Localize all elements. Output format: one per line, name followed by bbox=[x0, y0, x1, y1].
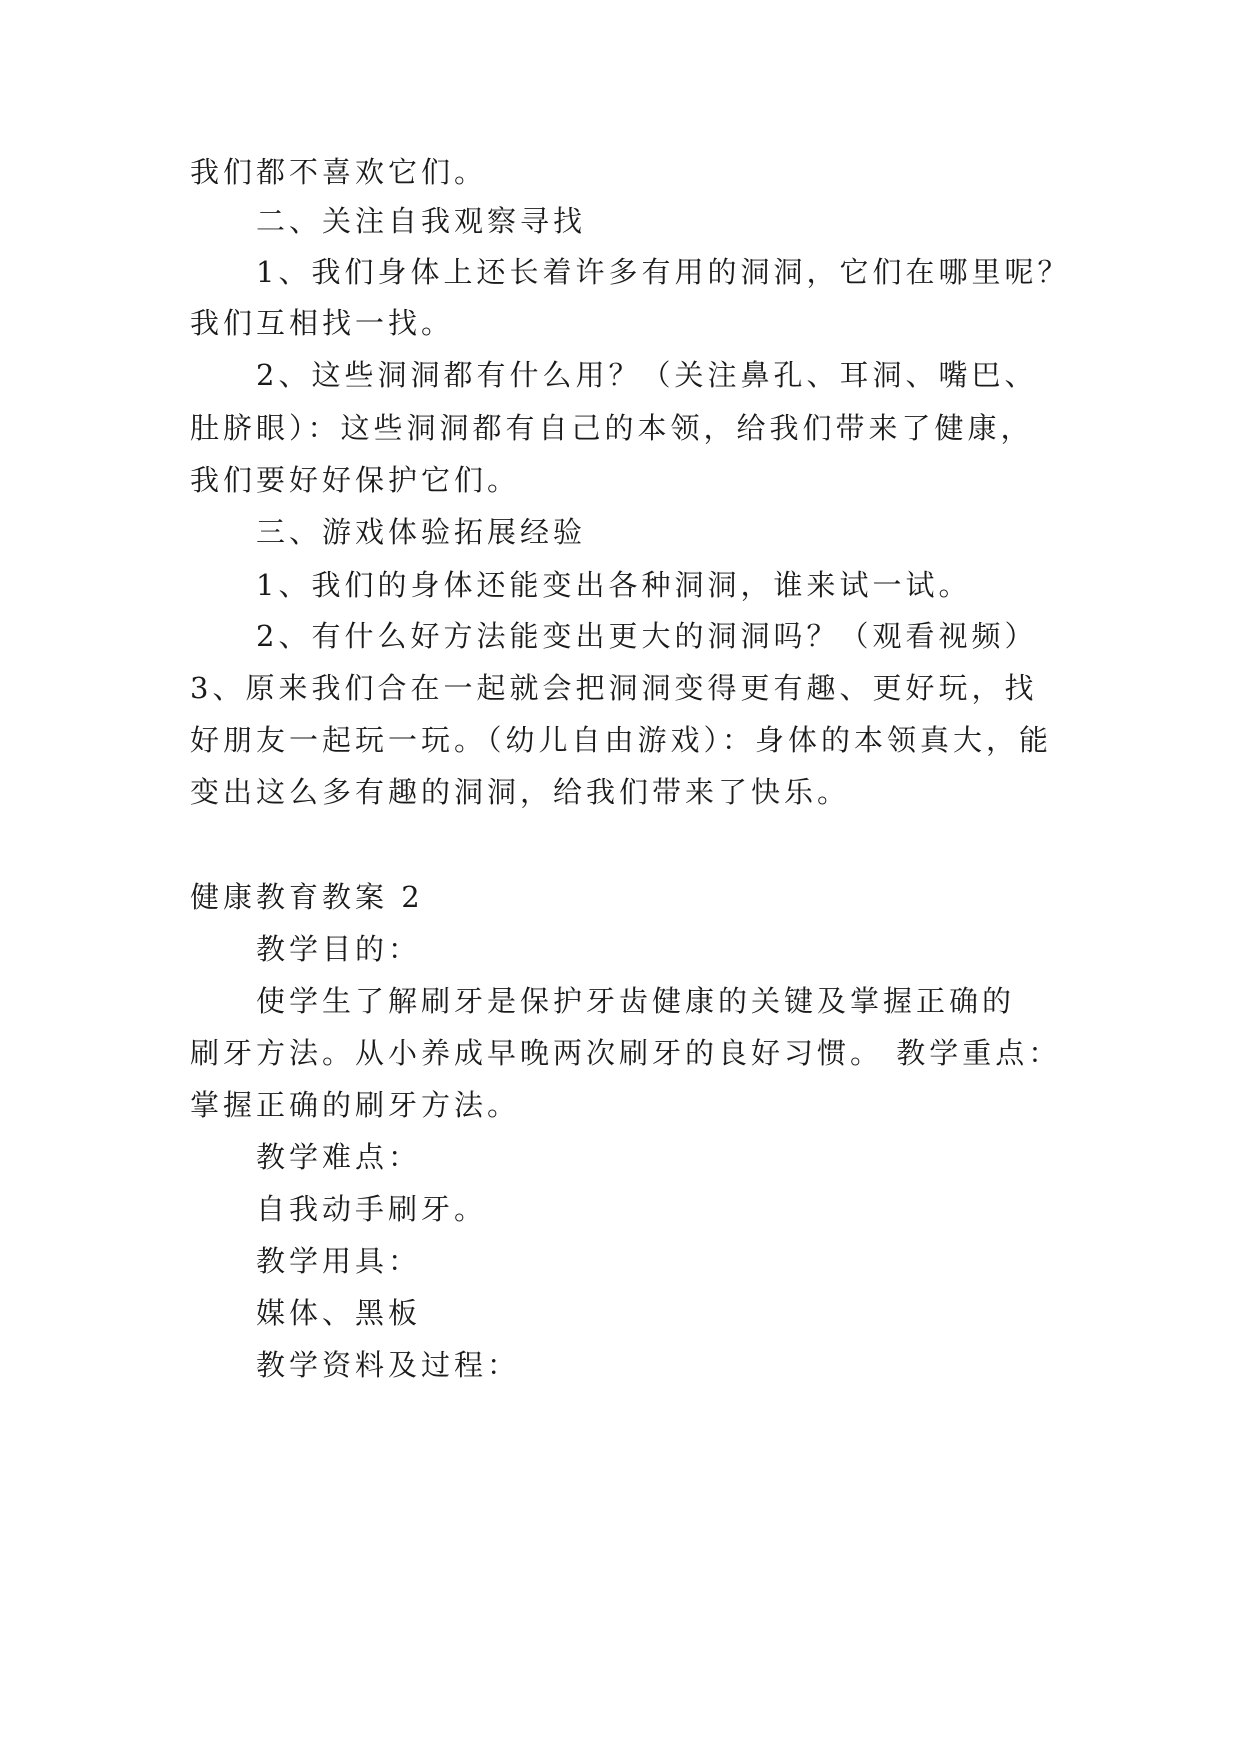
text-line: 2、这些洞洞都有什么用？（关注鼻孔、耳洞、嘴巴、 bbox=[256, 358, 1038, 392]
text-line: 好朋友一起玩一玩。（幼儿自由游戏）：身体的本领真大，能 bbox=[190, 723, 1053, 757]
text-line: 教学目的： bbox=[256, 932, 422, 966]
text-line: 自我动手刷牙。 bbox=[256, 1192, 488, 1226]
section-heading: 二、关注自我观察寻找 bbox=[256, 204, 587, 238]
text-line: 教学资料及过程： bbox=[256, 1348, 521, 1382]
text-line: 1、我们的身体还能变出各种洞洞，谁来试一试。 bbox=[256, 568, 972, 602]
text-line: 2、有什么好方法能变出更大的洞洞吗？（观看视频） bbox=[256, 619, 1038, 653]
text-line: 变出这么多有趣的洞洞，给我们带来了快乐。 bbox=[190, 775, 851, 809]
text-line: 我们互相找一找。 bbox=[190, 306, 455, 340]
section-heading: 三、游戏体验拓展经验 bbox=[256, 515, 587, 549]
text-line: 我们都不喜欢它们。 bbox=[190, 155, 488, 189]
text-line: 刷牙方法。从小养成早晚两次刷牙的良好习惯。 教学重点： bbox=[190, 1036, 1062, 1070]
text-line: 媒体、黑板 bbox=[256, 1296, 422, 1330]
text-line: 教学难点： bbox=[256, 1140, 422, 1174]
text-line: 我们要好好保护它们。 bbox=[190, 463, 521, 497]
document-title: 健康教育教案 2 bbox=[190, 880, 424, 914]
text-line: 3、原来我们合在一起就会把洞洞变得更有趣、更好玩，找 bbox=[190, 671, 1038, 705]
text-line: 肚脐眼）：这些洞洞都有自己的本领，给我们带来了健康， bbox=[190, 411, 1034, 445]
text-line: 教学用具： bbox=[256, 1244, 422, 1278]
text-line: 使学生了解刷牙是保护牙齿健康的关键及掌握正确的 bbox=[256, 984, 1016, 1018]
text-line: 1、我们身体上还长着许多有用的洞洞，它们在哪里呢？ bbox=[256, 255, 1071, 289]
text-line: 掌握正确的刷牙方法。 bbox=[190, 1088, 521, 1122]
